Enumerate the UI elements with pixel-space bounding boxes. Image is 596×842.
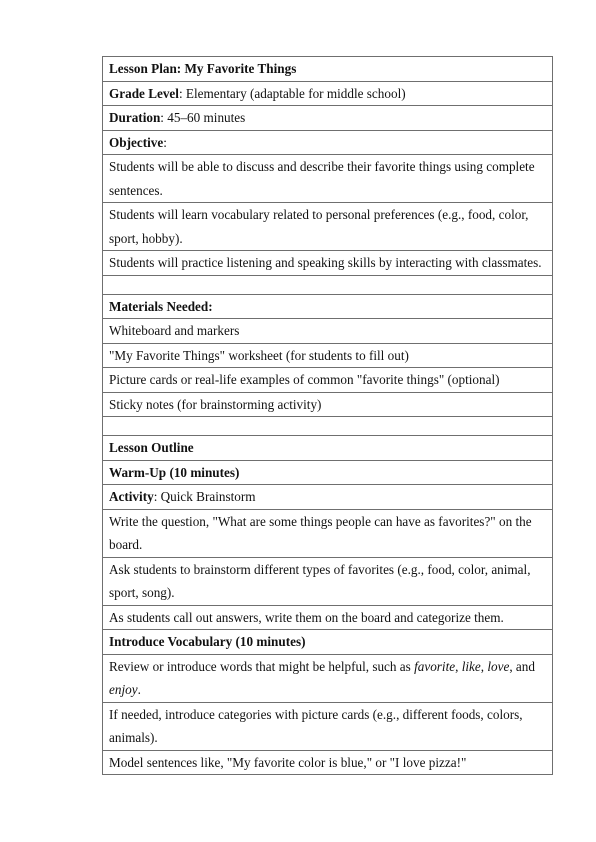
table-row <box>103 106 553 131</box>
table-row <box>103 203 553 251</box>
material-item: "My Favorite Things" worksheet (for students to fill out) <box>103 343 553 368</box>
table-row <box>103 654 553 702</box>
blank-row <box>103 417 553 436</box>
duration-value: : 45–60 minutes <box>160 110 246 125</box>
table-row <box>103 750 553 775</box>
grade-level-cell <box>103 81 553 106</box>
grade-level-label: Grade Level <box>109 85 179 101</box>
vocab-step: Model sentences like, "My favorite color is blue," or "I love pizza!" <box>103 750 553 775</box>
warmup-step: Ask students to brainstorm different types of favorites (e.g., food, color, animal, sport, song). <box>103 557 553 605</box>
vocab-word: love <box>487 658 510 674</box>
material-item: Sticky notes (for brainstorming activity) <box>103 392 553 417</box>
table-row <box>103 343 553 368</box>
activity-label: Activity <box>109 489 154 504</box>
objective-heading: Objective: <box>103 130 553 155</box>
table-row <box>103 368 553 393</box>
lesson-plan-title: Lesson Plan: My Favorite Things <box>103 57 553 82</box>
table-row <box>103 155 553 203</box>
objective-item: Students will practice listening and speaking skills by interacting with classmates. <box>103 251 553 276</box>
table-row <box>103 436 553 461</box>
activity-cell <box>103 485 553 510</box>
blank-row <box>103 275 553 294</box>
table-row <box>103 275 553 294</box>
table-row <box>103 630 553 655</box>
grade-level-value: : Elementary (adaptable for middle school) <box>178 85 406 101</box>
warmup-step: As students call out answers, write them on the board and categorize them. <box>103 605 553 630</box>
warmup-heading: Warm-Up (10 minutes) <box>103 460 553 485</box>
table-row <box>103 509 553 557</box>
table-row <box>103 319 553 344</box>
table-row <box>103 460 553 485</box>
vocab-heading: Introduce Vocabulary (10 minutes) <box>103 630 553 655</box>
warmup-step: Write the question, "What are some things people can have as favorites?" on the board. <box>103 509 553 557</box>
table-row <box>103 605 553 630</box>
table-row <box>103 57 553 82</box>
lesson-plan-table <box>102 56 553 775</box>
table-row <box>103 702 553 750</box>
vocab-word: favorite <box>414 658 456 674</box>
table-row <box>103 417 553 436</box>
table-row <box>103 81 553 106</box>
materials-heading: Materials Needed: <box>103 294 553 319</box>
vocab-word: enjoy <box>109 682 138 697</box>
table-row <box>103 130 553 155</box>
activity-value: : Quick Brainstorm <box>153 489 256 504</box>
outline-heading: Lesson Outline <box>103 436 553 461</box>
duration-cell <box>103 106 553 131</box>
table-row <box>103 485 553 510</box>
objective-item: Students will be able to discuss and describe their favorite things using complete sentences. <box>103 155 553 203</box>
vocab-step: If needed, introduce categories with picture cards (e.g., different foods, colors, animals). <box>103 702 553 750</box>
vocab-review: Review or introduce words that might be helpful, such as favorite, like, love, and enjoy. <box>103 654 553 702</box>
duration-label: Duration <box>109 110 161 125</box>
table-row <box>103 557 553 605</box>
vocab-word: like <box>461 658 481 674</box>
objective-item: Students will learn vocabulary related to personal preferences (e.g., food, color, sport, hobby). <box>103 203 553 251</box>
material-item: Whiteboard and markers <box>103 319 553 344</box>
material-item: Picture cards or real-life examples of common "favorite things" (optional) <box>103 368 553 393</box>
table-row <box>103 251 553 276</box>
table-row <box>103 294 553 319</box>
table-row <box>103 392 553 417</box>
